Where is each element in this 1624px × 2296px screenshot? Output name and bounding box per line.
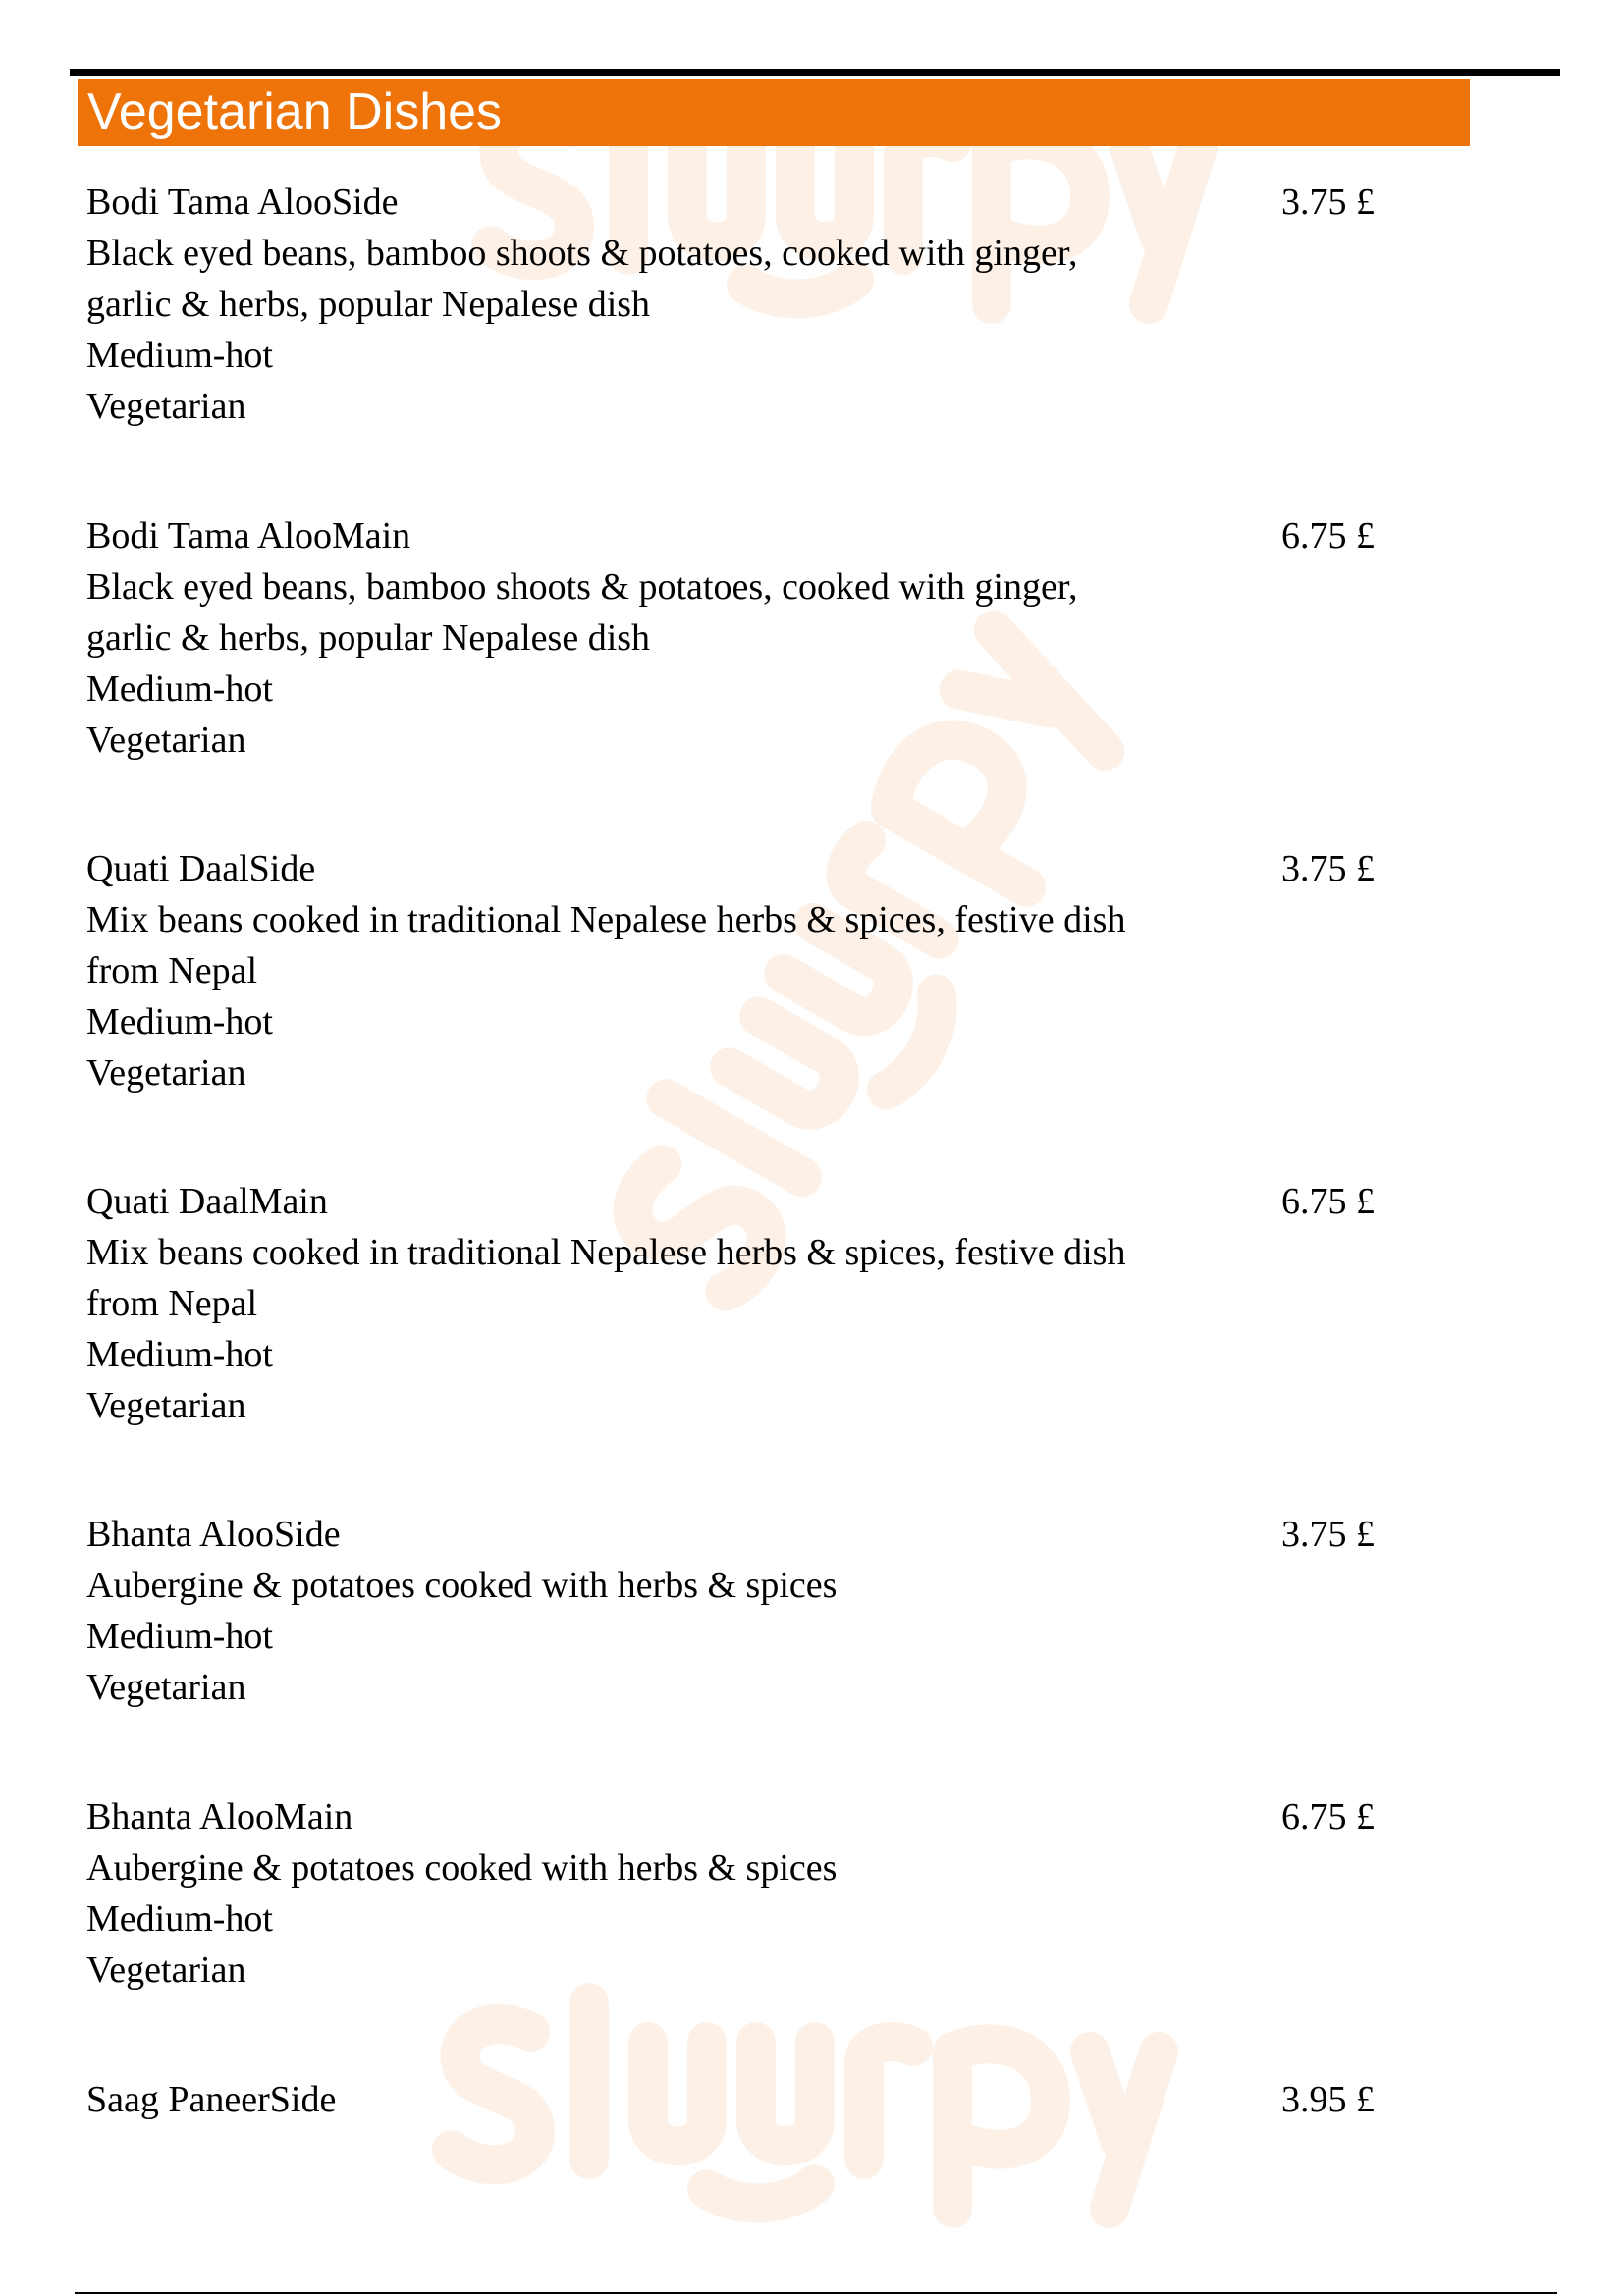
top-divider [70,69,1560,76]
menu-item-price: 6.75 £ [1281,1181,1375,1222]
menu-item-heat: Medium-hot [86,1616,273,1657]
menu-item-description: Black eyed beans, bamboo shoots & potatoes, cooked with ginger, [86,233,1078,274]
menu-item-diet: Vegetarian [86,386,246,427]
menu-item-description: Aubergine & potatoes cooked with herbs & spices [86,1847,838,1889]
menu-item-name: Quati DaalSide [86,848,316,889]
menu-item-text [86,2074,1245,2125]
section-title: Vegetarian Dishes [78,79,1470,146]
menu-item-name: Bodi Tama AlooSide [86,182,399,223]
menu-item-price: 3.95 £ [1281,2079,1375,2120]
menu-item-name: Bhanta AlooSide [86,1514,341,1555]
menu-item-description: Aubergine & potatoes cooked with herbs & spices [86,1565,838,1606]
menu-item [86,2074,1481,2125]
menu-item-diet: Vegetarian [86,1385,246,1426]
menu-item-heat: Medium-hot [86,1334,273,1375]
menu-item-diet: Vegetarian [86,1052,246,1094]
menu-item-diet: Vegetarian [86,720,246,761]
menu-item-name: Bodi Tama AlooMain [86,515,411,557]
menu-item-description: Mix beans cooked in traditional Nepalese herbs & spices, festive dish [86,899,1126,940]
menu-item-description: from Nepal [86,950,258,991]
menu-item-heat: Medium-hot [86,1898,273,1940]
menu-item-price: 6.75 £ [1281,1796,1375,1838]
menu-item-description: from Nepal [86,1283,258,1324]
menu-item-heat: Medium-hot [86,668,273,710]
menu-item-description: garlic & herbs, popular Nepalese dish [86,617,651,659]
menu-item-price: 3.75 £ [1281,1514,1375,1555]
menu-item-description: Black eyed beans, bamboo shoots & potatoes, cooked with ginger, [86,566,1078,608]
menu-item-name: Bhanta AlooMain [86,1796,353,1838]
menu-item-price: 6.75 £ [1281,515,1375,557]
menu-item-heat: Medium-hot [86,335,273,376]
menu-item-price: 3.75 £ [1281,182,1375,223]
menu-item-text [86,1509,1245,1713]
menu-item-diet: Vegetarian [86,1667,246,1708]
menu-item-text [86,1176,1245,1431]
menu-item-text [86,177,1245,432]
menu-item-description: Mix beans cooked in traditional Nepalese herbs & spices, festive dish [86,1232,1126,1273]
menu-item-diet: Vegetarian [86,1949,246,1991]
menu-item-name: Saag PaneerSide [86,2079,337,2120]
menu-item-price: 3.75 £ [1281,848,1375,889]
menu-item [86,510,1481,766]
menu-item [86,177,1481,432]
menu-item-name: Quati DaalMain [86,1181,328,1222]
menu-item [86,1509,1481,1713]
menu-item-text [86,510,1245,766]
menu-item-text [86,843,1245,1098]
menu-item-text [86,1791,1245,1996]
menu-item-description: garlic & herbs, popular Nepalese dish [86,284,651,325]
menu-item [86,1791,1481,1996]
menu-item [86,1176,1481,1431]
menu-item [86,843,1481,1098]
bottom-divider [75,2292,1557,2294]
menu-item-heat: Medium-hot [86,1001,273,1042]
